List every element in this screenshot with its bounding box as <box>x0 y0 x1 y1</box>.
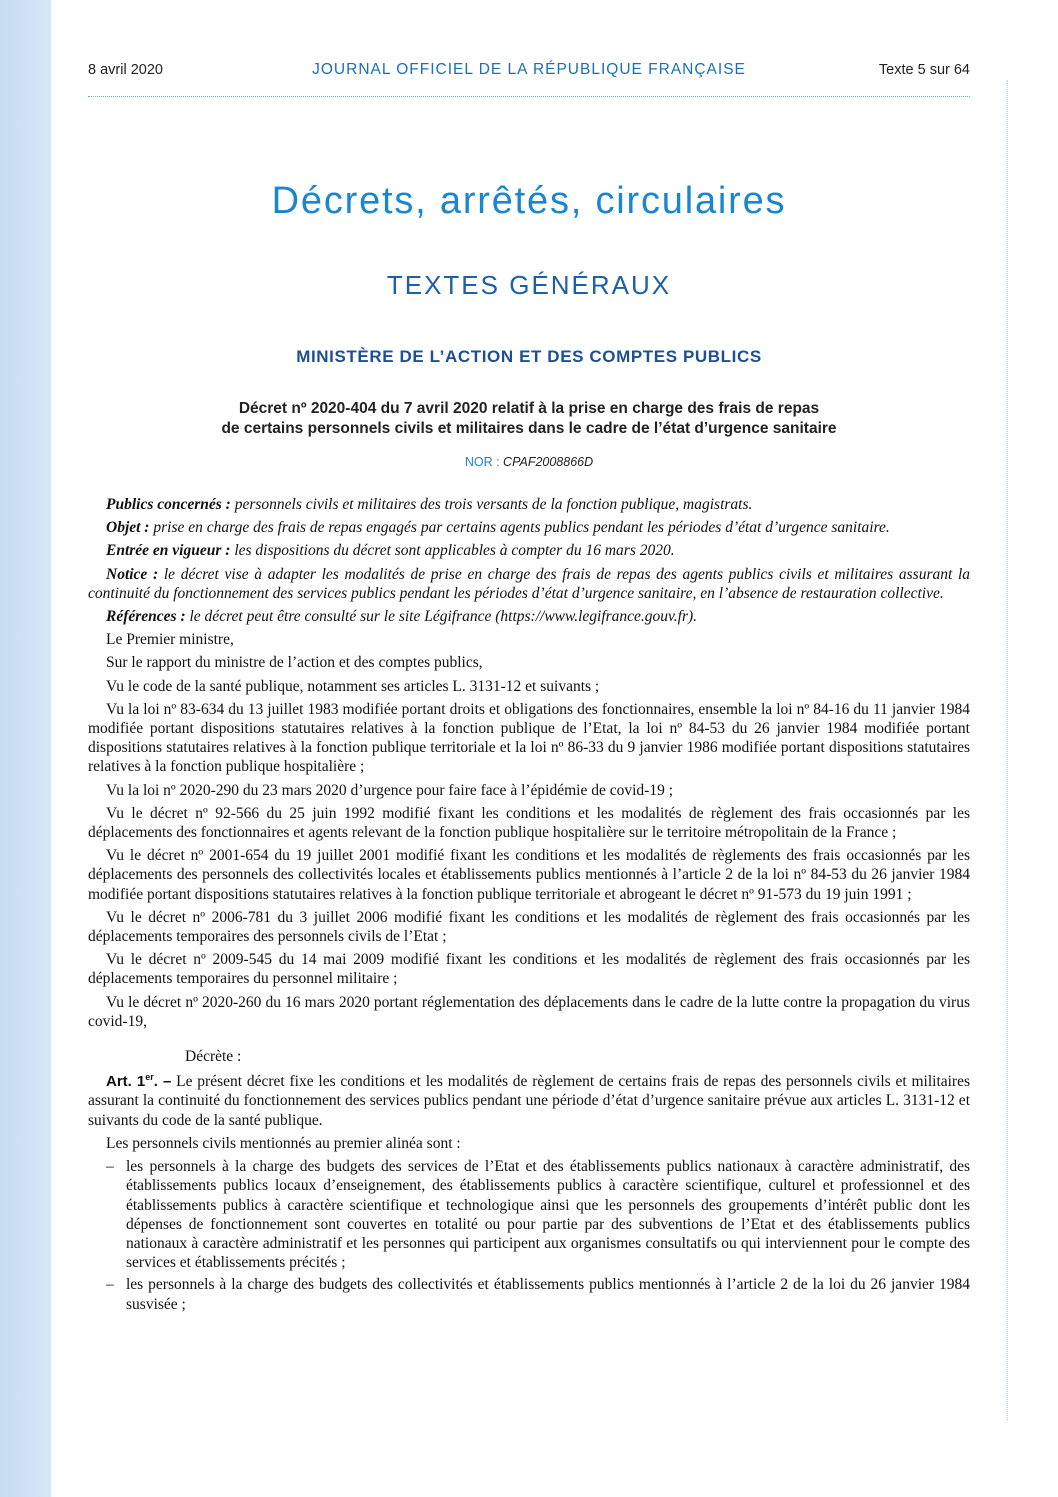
preamble-paragraph: Vu le décret nº 2009-545 du 14 mai 2009 modifié fixant les conditions et les modalités de règlement des frais occasionnés par les déplacements temporaires du personnel militaire ; <box>88 951 970 988</box>
preamble-paragraph: Vu le décret nº 2001-654 du 19 juillet 2001 modifié fixant les conditions et les modalités de règlements des frais occasionnés par les déplacements des personnels des collectivités locales et établissements publics mentionnés à l’article 2 de la loi nº 84-53 du 26 janvier 1984 modifiée portant dispositions statutaires relatives à la fonction publique territoriale et abrogeant le décret nº 91-573 du 19 juin 1991 ; <box>88 847 970 903</box>
summary-references-text: le décret peut être consulté sur le site Légifrance (https://www.legifrance.gouv.fr). <box>189 608 698 626</box>
decree-title <box>88 399 970 439</box>
article-1-text: Le présent décret fixe les conditions et les modalités de règlement de certains frais de repas des personnels civils et militaires assurant la continuité du fonctionnement des services publics pendant une période d’état d’urgence sanitaire prévue aux articles L. 3131-12 et suivants du code de la santé publique. <box>88 1073 971 1129</box>
publication-date: 8 avril 2020 <box>88 62 163 78</box>
list-item-text: les personnels à la charge des budgets des collectivités et établissements publics mentionnés à l’article 2 de la loi du 26 janvier 1984 susvisée ; <box>126 1276 970 1313</box>
summary-entree-text: les dispositions du décret sont applicables à compter du 16 mars 2020. <box>234 542 675 560</box>
summary-entree-label: Entrée en vigueur : <box>106 542 231 560</box>
article-1-intro: Les personnels civils mentionnés au premier alinéa sont : <box>106 1134 461 1152</box>
journal-title: JOURNAL OFFICIEL DE LA RÉPUBLIQUE FRANÇAISE <box>312 61 746 78</box>
text-number: Texte 5 sur 64 <box>878 62 970 78</box>
preamble-paragraph: Vu le code de la santé publique, notamment ses articles L. 3131-12 et suivants ; <box>106 677 600 695</box>
ministry-title: MINISTÈRE DE L’ACTION ET DES COMPTES PUBLICS <box>296 347 762 366</box>
nor-value: CPAF2008866D <box>503 455 594 469</box>
list-item <box>88 1157 970 1272</box>
summary-notice <box>88 565 970 603</box>
article-1-list <box>88 1157 970 1314</box>
dash-marker: – <box>106 1158 114 1176</box>
page-title: Décrets, arrêtés, circulaires <box>271 180 787 222</box>
dash-marker: – <box>106 1276 114 1294</box>
header-divider <box>88 96 970 97</box>
article-1-sup: er <box>145 1072 154 1083</box>
preamble-paragraph: Vu le décret nº 2006-781 du 3 juillet 2006 modifié fixant les conditions et les modalités de règlement des frais occasionnés par les déplacements temporaires des personnels civils de l’Etat ; <box>88 908 970 946</box>
preamble-paragraph: Le Premier ministre, <box>106 631 234 649</box>
page-header <box>88 62 970 86</box>
preamble-paragraph: Vu le décret nº 2020-260 du 16 mars 2020 portant réglementation des déplacements dans le cadre de la lutte contre la propagation du virus covid-19, <box>88 993 970 1030</box>
preamble-paragraph: Vu la loi nº 83-634 du 13 juillet 1983 modifiée portant droits et obligations des fonctionnaires, ensemble la loi nº 84-16 du 11 janvier 1984 modifiée portant dispositions statutaires relatives à la fonction publique de l’Etat, la loi nº 84-53 du 26 janvier 1984 modifiée portant dispositions statutaires relatives à la fonction publique territoriale et la loi nº 86-33 du 9 janvier 1986 modifiée portant dispositions statutaires relatives à la fonction publique hospitalière ; <box>88 700 970 776</box>
decrete-line: Décrète : <box>185 1048 242 1066</box>
summary-objet-text: prise en charge des frais de repas engagés par certains agents publics pendant les périodes d’état d’urgence sanitaire. <box>153 519 890 537</box>
summary-publics-text: personnels civils et militaires des trois versants de la fonction publique, magistrats. <box>234 496 753 513</box>
article-1-number: Art. 1 <box>106 1073 146 1091</box>
summary-references-label: Références : <box>106 608 186 626</box>
summary-publics-label: Publics concernés : <box>106 496 231 513</box>
list-item <box>88 1275 970 1313</box>
preamble-paragraph: Vu le décret nº 92-566 du 25 juin 1992 modifié fixant les conditions et les modalités de règlement des frais occasionnés par les déplacements des fonctionnaires et agents relevant de la fonction publique hospitalière sur le territoire métropolitain de la France ; <box>88 804 970 842</box>
summary-publics <box>88 495 970 514</box>
section-title: TEXTES GÉNÉRAUX <box>386 270 672 300</box>
decree-title-line-2: de certains personnels civils et militaires dans le cadre de l’état d’urgence sanitaire <box>221 420 837 437</box>
summary-entree <box>88 541 970 560</box>
preamble-paragraph: Sur le rapport du ministre de l’action et des comptes publics, <box>106 654 483 672</box>
summary-notice-text: le décret vise à adapter les modalités de prise en charge des frais de repas des agents publics civils et militaires assurant la continuité du fonctionnement des services publics pendant les périodes d’état d’urgence sanitaire, en l’absence de restauration collective. <box>88 565 971 602</box>
nor-label: NOR : <box>464 455 500 469</box>
right-margin-rule <box>1007 80 1008 1420</box>
preamble-paragraph: Vu la loi nº 2020-290 du 23 mars 2020 d’urgence pour faire face à l’épidémie de covid-19 ; <box>106 781 674 799</box>
article-1-label <box>106 1073 171 1090</box>
decree-body <box>88 495 970 1317</box>
summary-notice-label: Notice : <box>106 565 159 583</box>
side-color-band <box>0 0 51 1497</box>
summary-references <box>88 607 970 626</box>
nor-reference <box>88 455 970 469</box>
article-1 <box>88 1072 970 1130</box>
decree-title-line-1: Décret nº 2020-404 du 7 avril 2020 relatif à la prise en charge des frais de repas <box>238 400 820 417</box>
summary-objet <box>88 518 970 537</box>
summary-objet-label: Objet : <box>106 519 150 537</box>
list-item-text: les personnels à la charge des budgets des services de l’Etat et des établissements publics nationaux à caractère administratif, des établissements publics locaux d’enseignement, des établissements publics à caractère scientifique, culturel et professionnel et des établissements publics à caractère scientifique et technologique ainsi que les personnels des groupements d’intérêt public dont les dépenses de fonctionnement sont couvertes en totalité ou pour partie par des subventions de l’Etat et des établissements publics nationaux à caractère administratif et les personnes qui participent aux organismes consultatifs ou qui interviennent pour le compte des services et établissements précités ; <box>126 1158 970 1272</box>
article-1-dash: . – <box>153 1073 172 1091</box>
